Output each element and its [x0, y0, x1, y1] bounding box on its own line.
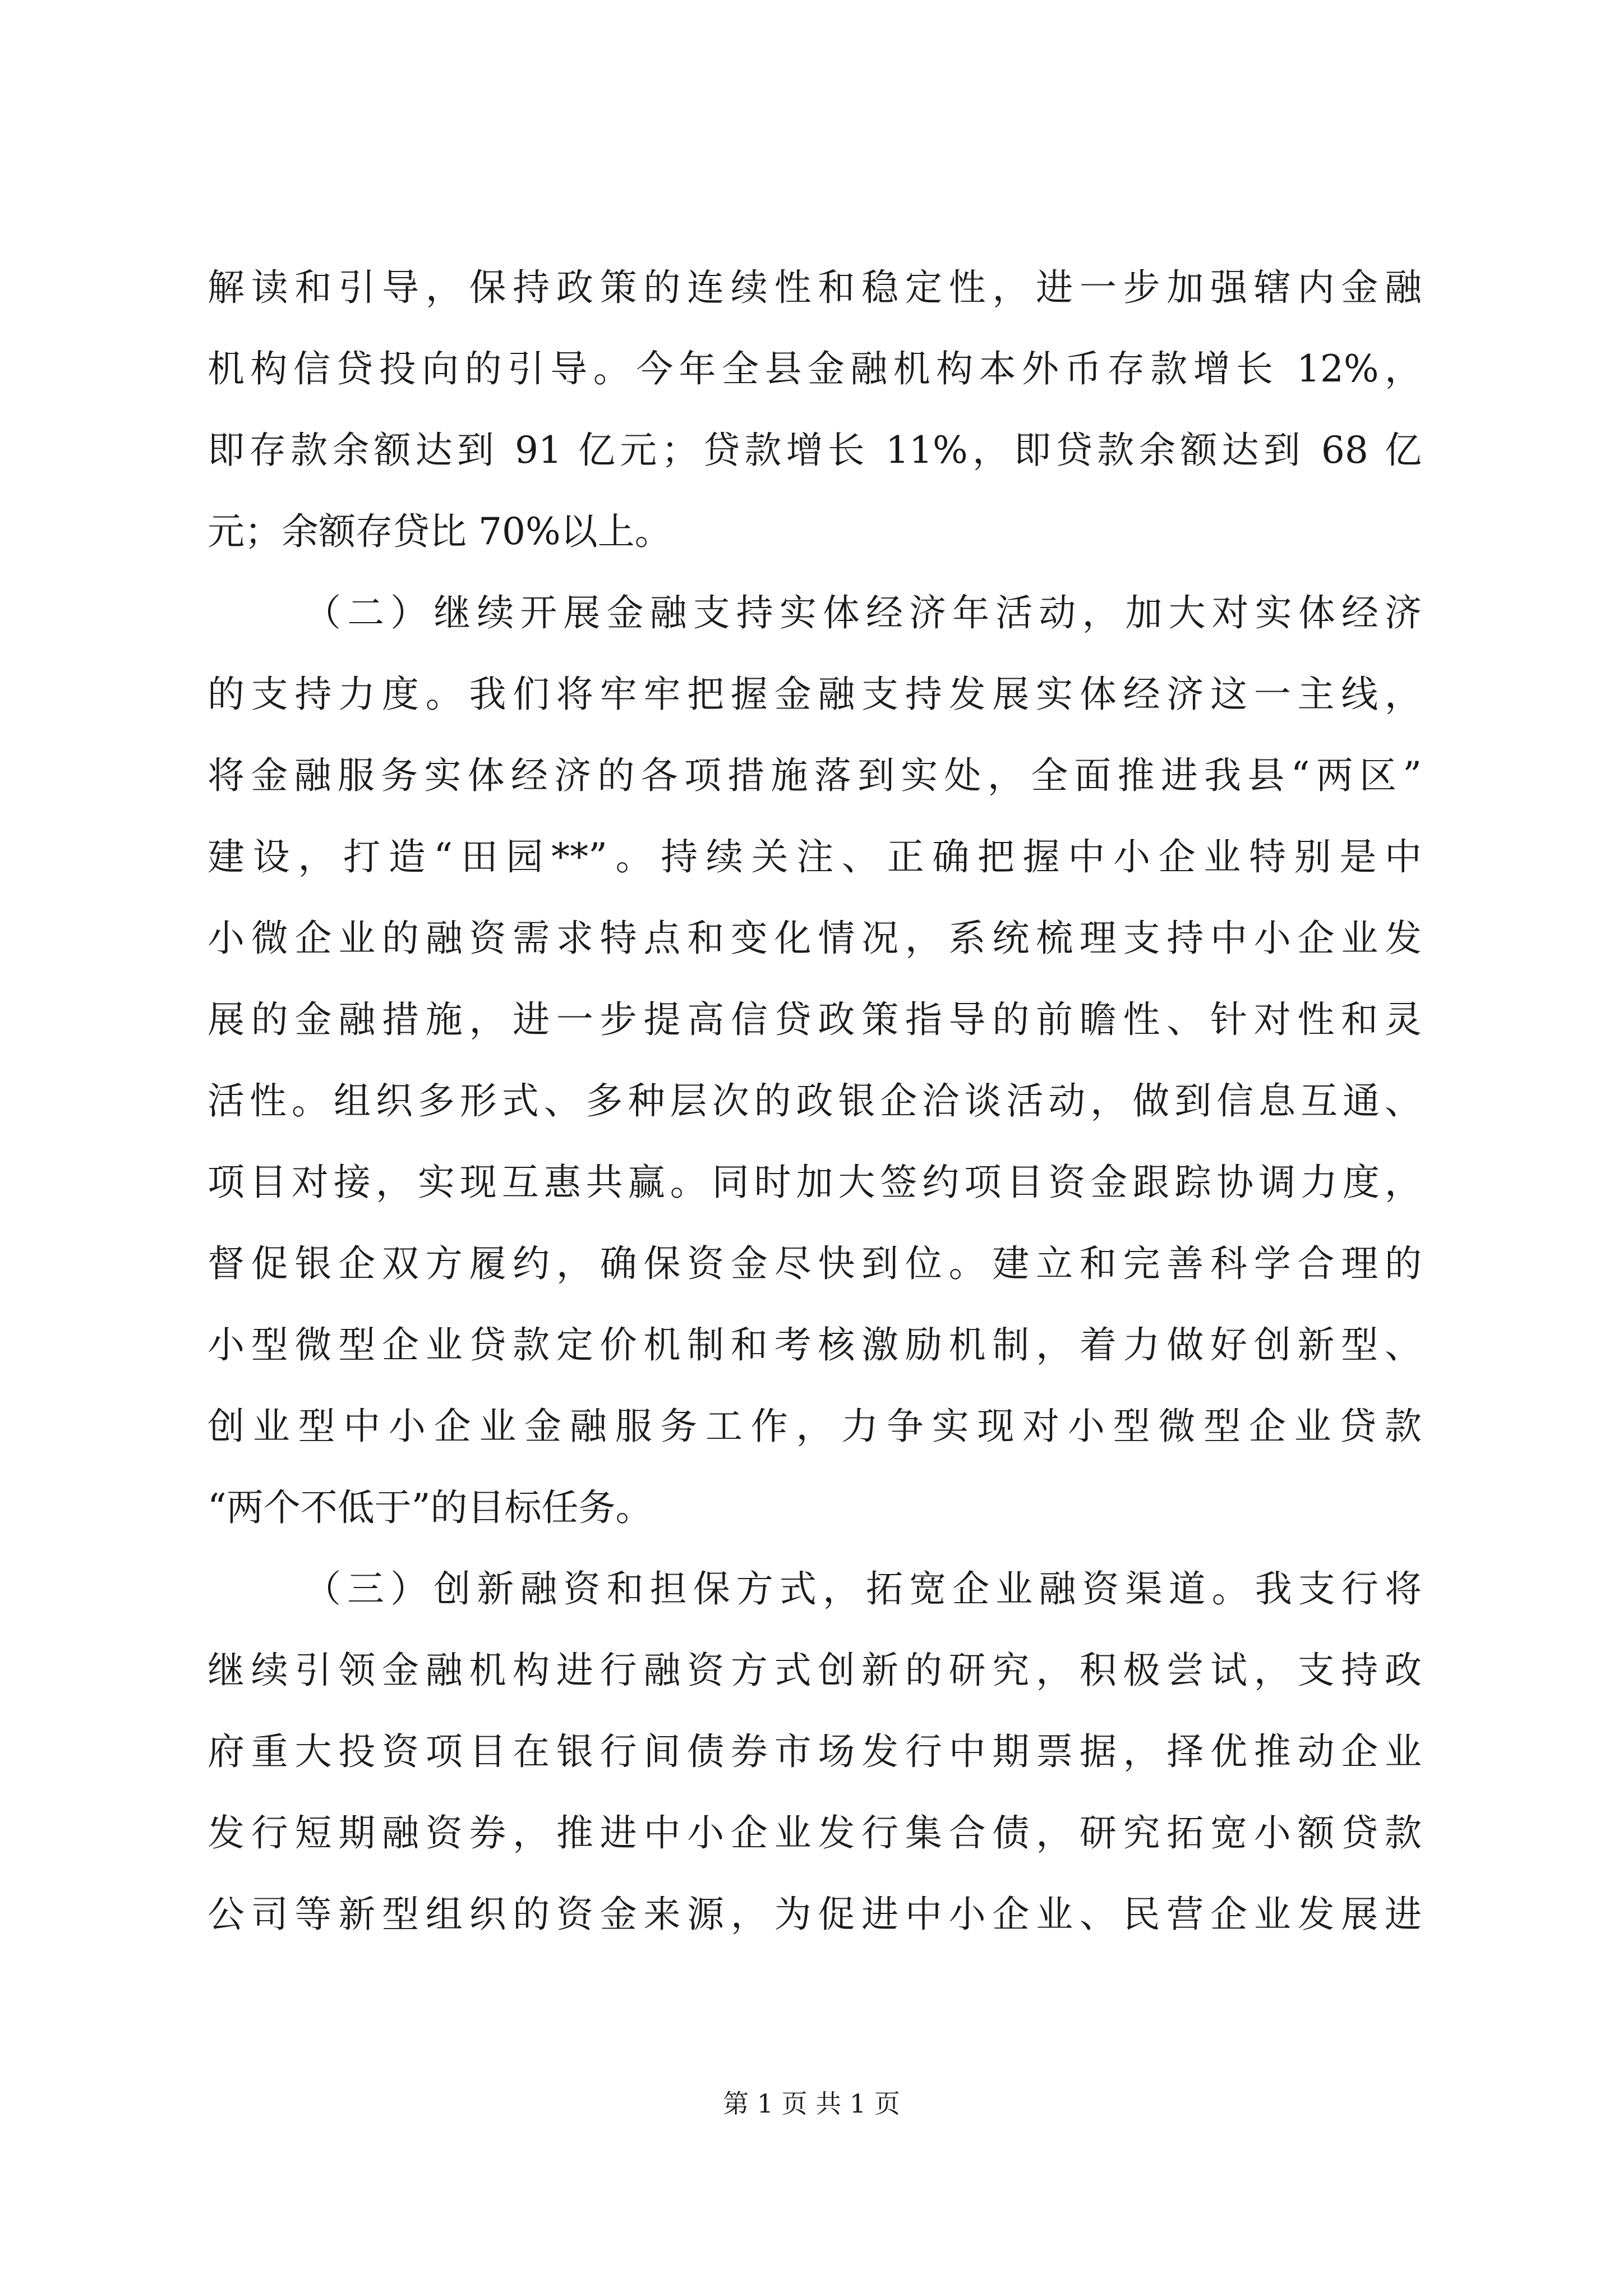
- paragraph-3: [208, 1548, 1422, 1955]
- text-line: 创业型中小企业金融服务工作，力争实现对小型微型企业贷款: [208, 1405, 1422, 1448]
- paragraph-1: [208, 247, 1422, 572]
- text-line: 继续引领金融机构进行融资方式创新的研究，积极尝试，支持政: [208, 1649, 1422, 1692]
- text-line: “两个不低于”的目标任务。: [208, 1486, 653, 1529]
- text-line: 发行短期融资券，推进中小企业发行集合债，研究拓宽小额贷款: [208, 1811, 1422, 1855]
- text-line: 小微企业的融资需求特点和变化情况，系统梳理支持中小企业发: [208, 917, 1422, 960]
- document-body: [208, 247, 1422, 1955]
- text-line: 督促银企双方履约，确保资金尽快到位。建立和完善科学合理的: [208, 1242, 1422, 1285]
- text-line: （二）继续开展金融支持实体经济年活动，加大对实体经济: [304, 591, 1422, 634]
- text-line: 小型微型企业贷款定价机制和考核激励机制，着力做好创新型、: [208, 1323, 1422, 1366]
- text-line: 即存款余额达到 91 亿元；贷款增长 11%，即贷款余额达到 68 亿: [208, 429, 1422, 472]
- page-number-label: 第 1 页 共 1 页: [723, 2088, 900, 2119]
- text-line: 活性。组织多形式、多种层次的政银企洽谈活动，做到信息互通、: [208, 1079, 1422, 1122]
- text-line: 解读和引导，保持政策的连续性和稳定性，进一步加强辖内金融: [208, 266, 1422, 309]
- text-line: 展的金融措施，进一步提高信贷政策指导的前瞻性、针对性和灵: [208, 998, 1422, 1041]
- text-line: 元；余额存贷比 70%以上。: [208, 510, 672, 553]
- text-line: 建设，打造“田园**”。持续关注、正确把握中小企业特别是中: [208, 835, 1422, 878]
- text-line: 府重大投资项目在银行间债券市场发行中期票据，择优推动企业: [208, 1730, 1422, 1773]
- text-line: 的支持力度。我们将牢牢把握金融支持发展实体经济这一主线，: [208, 673, 1422, 716]
- text-line: 机构信贷投向的引导。今年全县金融机构本外币存款增长 12%，: [208, 347, 1422, 390]
- page-footer: [0, 2087, 1623, 2120]
- paragraph-2: [208, 572, 1422, 1548]
- text-line: 将金融服务实体经济的各项措施落到实处，全面推进我县“两区”: [208, 754, 1422, 797]
- text-line: 项目对接，实现互惠共赢。同时加大签约项目资金跟踪协调力度，: [208, 1161, 1422, 1204]
- text-line: 公司等新型组织的资金来源，为促进中小企业、民营企业发展进: [208, 1893, 1422, 1936]
- text-line: （三）创新融资和担保方式，拓宽企业融资渠道。我支行将: [304, 1567, 1422, 1611]
